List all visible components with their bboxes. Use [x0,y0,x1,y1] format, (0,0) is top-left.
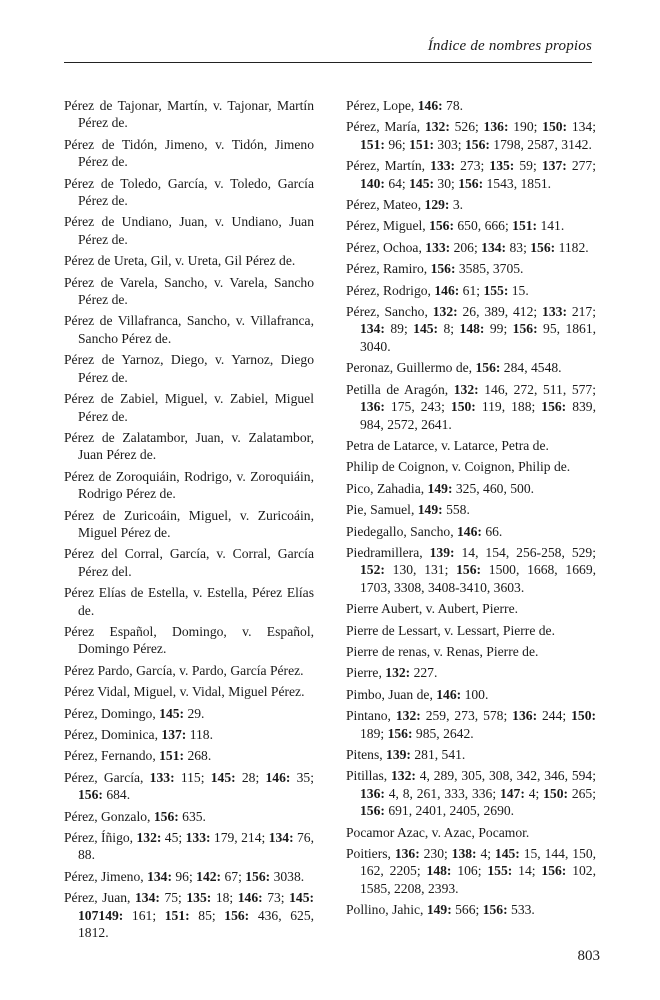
index-entry: Pérez de Villafranca, Sancho, v. Villafranca, Sancho Pérez de. [64,313,314,346]
index-entry: Pérez, Martín, 133: 273; 135: 59; 137: 277; 140: 64; 145: 30; 156: 1543, 1851. [346,158,597,191]
index-entry: Pérez Elías de Estella, v. Estella, Pérez Elías de. [64,585,314,618]
index-entry: Pie, Samuel, 149: 558. [346,502,470,518]
index-entry: Petilla de Aragón, 132: 146, 272, 511, 577; 136: 175, 243; 150: 119, 188; 156: 839, 984, 2572, 2641. [346,381,596,432]
index-entry: Piedegallo, Sancho, 146: 66. [346,523,503,539]
index-entry: Pérez, Dominica, 137: 118. [64,727,213,742]
index-entry: Pérez, María, 132: 526; 136: 190; 150: 134; 151: 96; 151: 303; 156: 1798, 2587, 3142. [346,119,596,152]
index-entry: Pérez, Mateo, 129: 3. [346,197,464,213]
index-column-right [346,97,596,923]
index-entry: Pérez, Lope, 146: 78. [346,98,464,113]
index-entry: Petra de Latarce, v. Latarce, Petra de. [346,437,549,453]
index-entry: Pérez, García, 133: 115; 145: 28; 146: 35; 156: 684. [64,769,314,803]
index-entry: Pimbo, Juan de, 146: 100. [346,686,489,702]
index-entry: Pérez, Íñigo, 132: 45; 133: 179, 214; 134: 76, 88. [64,830,315,863]
index-column-left [64,97,314,945]
index-entry: Pérez Vidal, Miguel, v. Vidal, Miguel Pérez. [64,684,305,700]
index-entry: Pérez, Miguel, 156: 650, 666; 151: 141. [346,218,565,234]
header-rule [64,62,592,63]
index-entry: Pérez de Ureta, Gil, v. Ureta, Gil Pérez de. [64,253,296,269]
index-entry: Pérez, Juan, 134: 75; 135: 18; 146: 73; 145: 107149: 161; 151: 85; 156: 436, 625, 1812. [64,890,315,941]
index-entry: Pérez de Zuricoáin, Miguel, v. Zuricoáin, Miguel Pérez de. [64,507,314,540]
index-entry: Pérez de Undiano, Juan, v. Undiano, Juan Pérez de. [64,214,314,247]
index-entry: Pérez, Domingo, 145: 29. [64,705,205,721]
index-entry: Pérez de Zabiel, Miguel, v. Zabiel, Miguel Pérez de. [64,391,314,424]
page-number: 803 [577,948,600,964]
index-entry: Pérez de Zoroquiáin, Rodrigo, v. Zoroquiáin, Rodrigo Pérez de. [64,468,314,502]
index-entry: Peronaz, Guillermo de, 156: 284, 4548. [346,360,562,376]
index-entry: Pérez de Toledo, García, v. Toledo, García Pérez de. [64,175,314,209]
index-entry: Pérez de Tidón, Jimeno, v. Tidón, Jimeno Pérez de. [64,136,314,170]
index-entry: Pierre, 132: 227. [346,665,438,681]
index-entry: Pérez de Zalatambor, Juan, v. Zalatambor, Juan Pérez de. [64,429,314,463]
index-entry: Pérez de Yarnoz, Diego, v. Yarnoz, Diego Pérez de. [64,352,314,385]
index-entry: Pérez, Sancho, 132: 26, 389, 412; 133: 217; 134: 89; 145: 8; 148: 99; 156: 95, 1861, 3040. [346,304,597,354]
index-entry: Pitens, 139: 281, 541. [346,747,466,762]
index-entry: Pierre de Lessart, v. Lessart, Pierre de. [346,622,555,638]
index-entry: Pérez, Ramiro, 156: 3585, 3705. [346,261,524,277]
index-entry: Pérez Español, Domingo, v. Español, Domingo Pérez. [64,623,314,657]
index-entry: Pérez, Gonzalo, 156: 635. [64,808,206,824]
index-entry: Pico, Zahadia, 149: 325, 460, 500. [346,480,535,496]
index-entry: Pitillas, 132: 4, 289, 305, 308, 342, 346, 594; 136: 4, 8, 261, 333, 336; 147: 4; 150: 265; 156: 691, 2401, 2405, 2690. [346,768,596,819]
index-entry: Piedramillera, 139: 14, 154, 256-258, 529; 152: 130, 131; 156: 1500, 1668, 1669, 1703, 3308, 3408-3410, 3603. [346,544,597,595]
index-entry: Pérez de Tajonar, Martín, v. Tajonar, Martín Pérez de. [64,98,314,131]
index-entry: Pérez de Varela, Sancho, v. Varela, Sancho Pérez de. [64,274,314,308]
index-entry: Poitiers, 136: 230; 138: 4; 145: 15, 144, 150, 162, 2205; 148: 106; 155: 14; 156: 102, 1585, 2208, 2393. [346,846,597,896]
index-entry: Pérez, Rodrigo, 146: 61; 155: 15. [346,282,529,298]
index-entry: Pérez, Ochoa, 133: 206; 134: 83; 156: 1182. [346,239,589,255]
index-entry: Pérez Pardo, García, v. Pardo, García Pérez. [64,662,304,678]
index-entry: Philip de Coignon, v. Coignon, Philip de. [346,459,571,475]
index-entry: Pérez, Jimeno, 134: 96; 142: 67; 156: 3038. [64,868,305,884]
index-entry: Pérez, Fernando, 151: 268. [64,748,212,764]
index-entry: Pierre de renas, v. Renas, Pierre de. [346,643,539,659]
index-entry: Pocamor Azac, v. Azac, Pocamor. [346,824,530,840]
index-entry: Pérez del Corral, García, v. Corral, García Pérez del. [64,546,314,579]
index-entry: Pollino, Jahic, 149: 566; 156: 533. [346,902,535,918]
running-head-title: Índice de nombres propios [427,38,592,54]
index-entry: Pintano, 132: 259, 273, 578; 136: 244; 150: 189; 156: 985, 2642. [346,708,597,741]
index-entry: Pierre Aubert, v. Aubert, Pierre. [346,601,519,617]
